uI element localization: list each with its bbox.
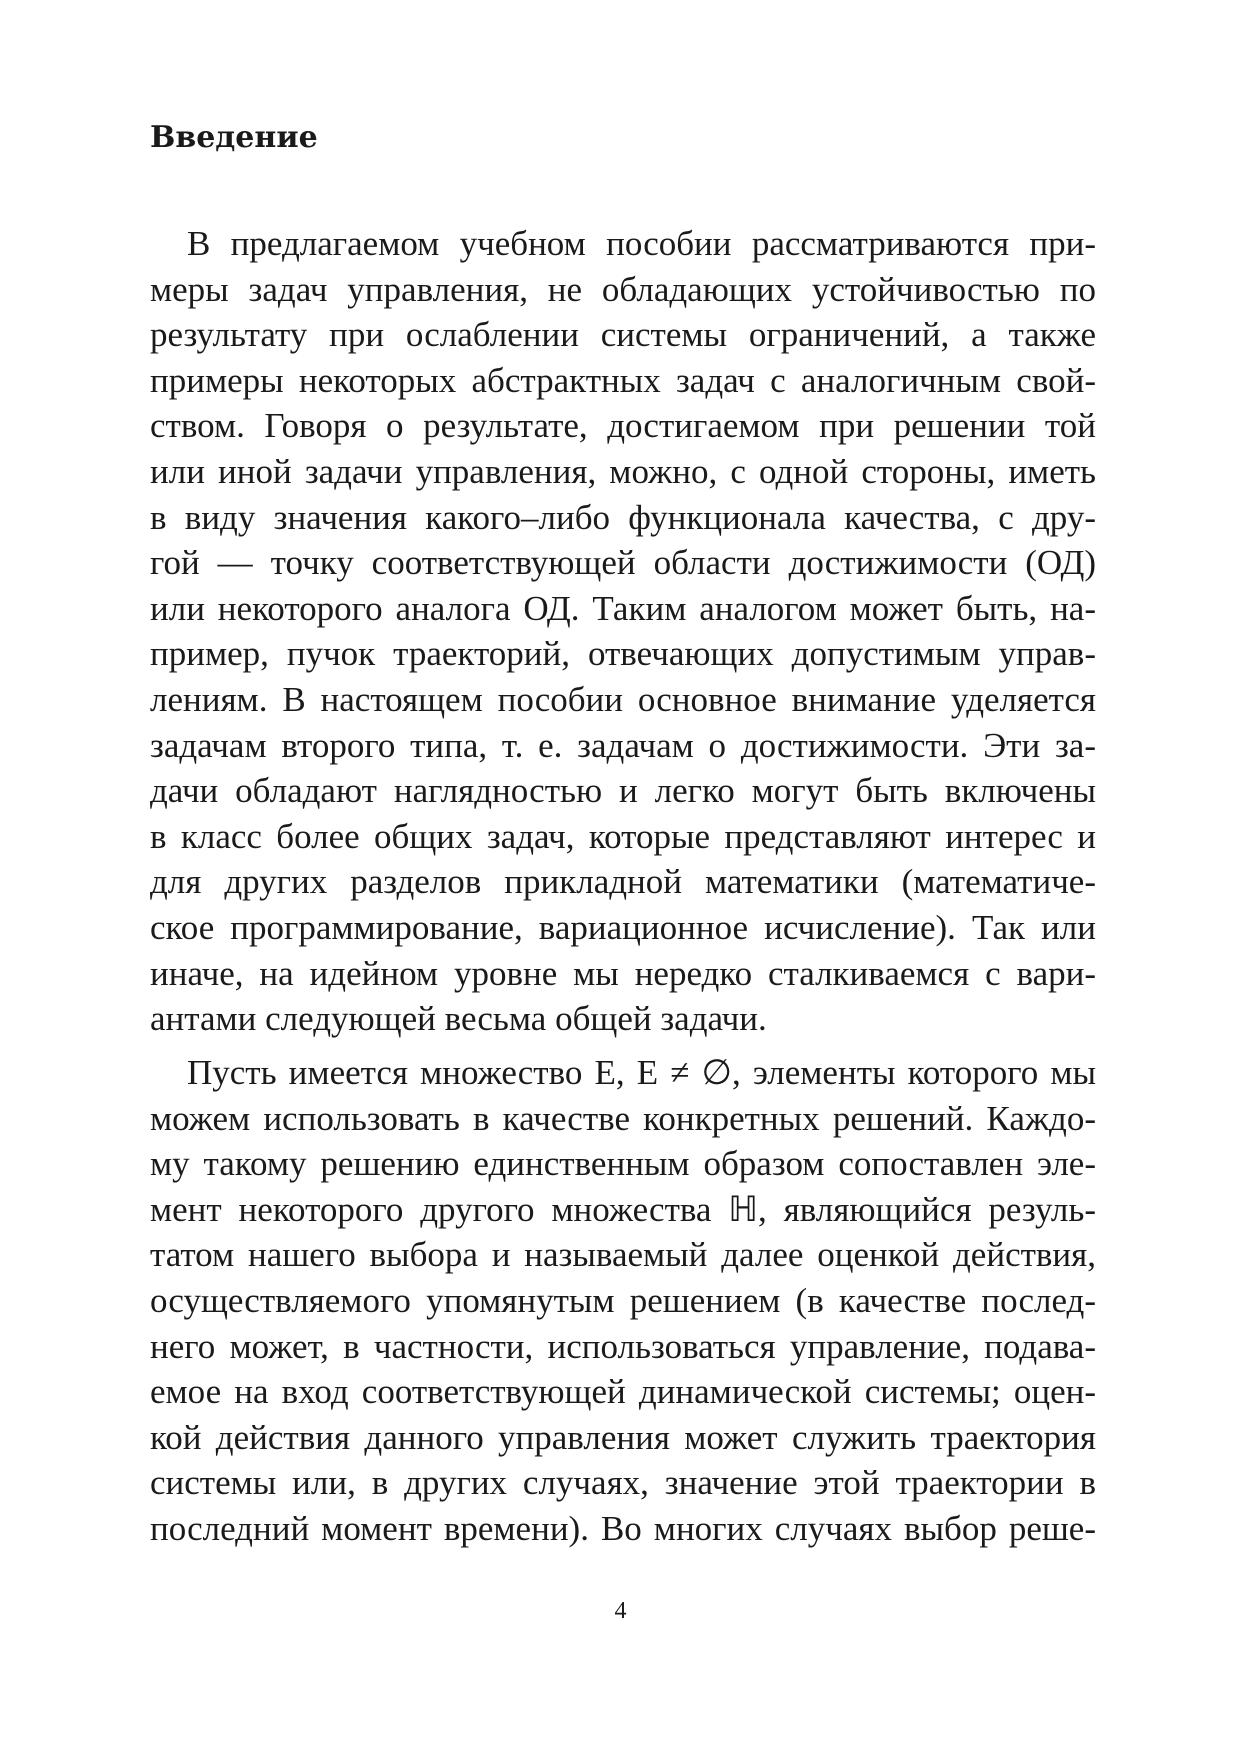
paragraph-line: последний момент времени). Во многих случаях выбор реше- bbox=[150, 1508, 1096, 1548]
paragraph-line: или некоторого аналога ОД. Таким аналогом может быть, на- bbox=[150, 588, 1096, 628]
paragraph-line: емое на вход соответствующей динамической системы; оцен- bbox=[150, 1372, 1096, 1412]
paragraph-1 bbox=[150, 221, 1096, 1042]
paragraph-line: Пусть имеется множество E, E ≠ ∅, элементы которого мы bbox=[187, 1053, 1096, 1092]
paragraph-line: или иной задачи управления, можно, с одной стороны, иметь bbox=[150, 451, 1096, 491]
paragraph-line: в виду значения какого–либо функционала качества, с дру- bbox=[150, 497, 1096, 537]
paragraph-2 bbox=[150, 1050, 1096, 1552]
paragraph-line: лениям. В настоящем пособии основное внимание уделяется bbox=[150, 679, 1096, 719]
page-number: 4 bbox=[614, 1598, 627, 1624]
paragraph-line: антами следующей весьма общей задачи. bbox=[150, 999, 767, 1039]
paragraph-line: для других разделов прикладной математики (математиче- bbox=[150, 862, 1096, 902]
paragraph-line: меры задач управления, не обладающих устойчивостью по bbox=[150, 269, 1096, 309]
paragraph-line: ское программирование, вариационное исчисление). Так или bbox=[150, 907, 1096, 947]
paragraph-line: ством. Говоря о результате, достигаемом при решении той bbox=[150, 406, 1096, 446]
paragraph-line: татом нашего выбора и называемый далее оценкой действия, bbox=[150, 1235, 1096, 1275]
paragraph-line: кой действия данного управления может служить траектория bbox=[150, 1417, 1096, 1457]
paragraph-line: мент некоторого другого множества ℍ, являющийся резуль- bbox=[150, 1189, 1096, 1229]
paragraph-line: иначе, на идейном уровне мы нередко сталкиваемся с вари- bbox=[150, 953, 1096, 993]
paragraph-line: дачи обладают наглядностью и легко могут быть включены bbox=[150, 771, 1096, 811]
section-title: Введение bbox=[150, 120, 318, 155]
paragraph-line: результату при ослаблении системы ограничений, а также bbox=[150, 315, 1096, 355]
paragraph-line: системы или, в других случаях, значение этой траектории в bbox=[150, 1463, 1096, 1503]
paragraph-line: в класс более общих задач, которые представляют интерес и bbox=[150, 816, 1096, 856]
paragraph-line: му такому решению единственным образом сопоставлен эле- bbox=[150, 1144, 1096, 1184]
paragraph-line: него может, в частности, использоваться управление, подава- bbox=[150, 1326, 1096, 1366]
paragraph-line: осуществляемого упомянутым решением (в качестве послед- bbox=[150, 1280, 1096, 1320]
paragraph-line: пример, пучок траекторий, отвечающих допустимым управ- bbox=[150, 634, 1096, 674]
paragraph-line: задачам второго типа, т. е. задачам о достижимости. Эти за- bbox=[150, 725, 1096, 765]
paragraph-line: гой — точку соответствующей области достижимости (ОД) bbox=[150, 543, 1096, 583]
paragraph-line: В предлагаемом учебном пособии рассматриваются при- bbox=[187, 224, 1096, 263]
paragraph-line: примеры некоторых абстрактных задач с аналогичным свой- bbox=[150, 360, 1096, 400]
paragraph-line: можем использовать в качестве конкретных решений. Каждо- bbox=[150, 1098, 1096, 1138]
